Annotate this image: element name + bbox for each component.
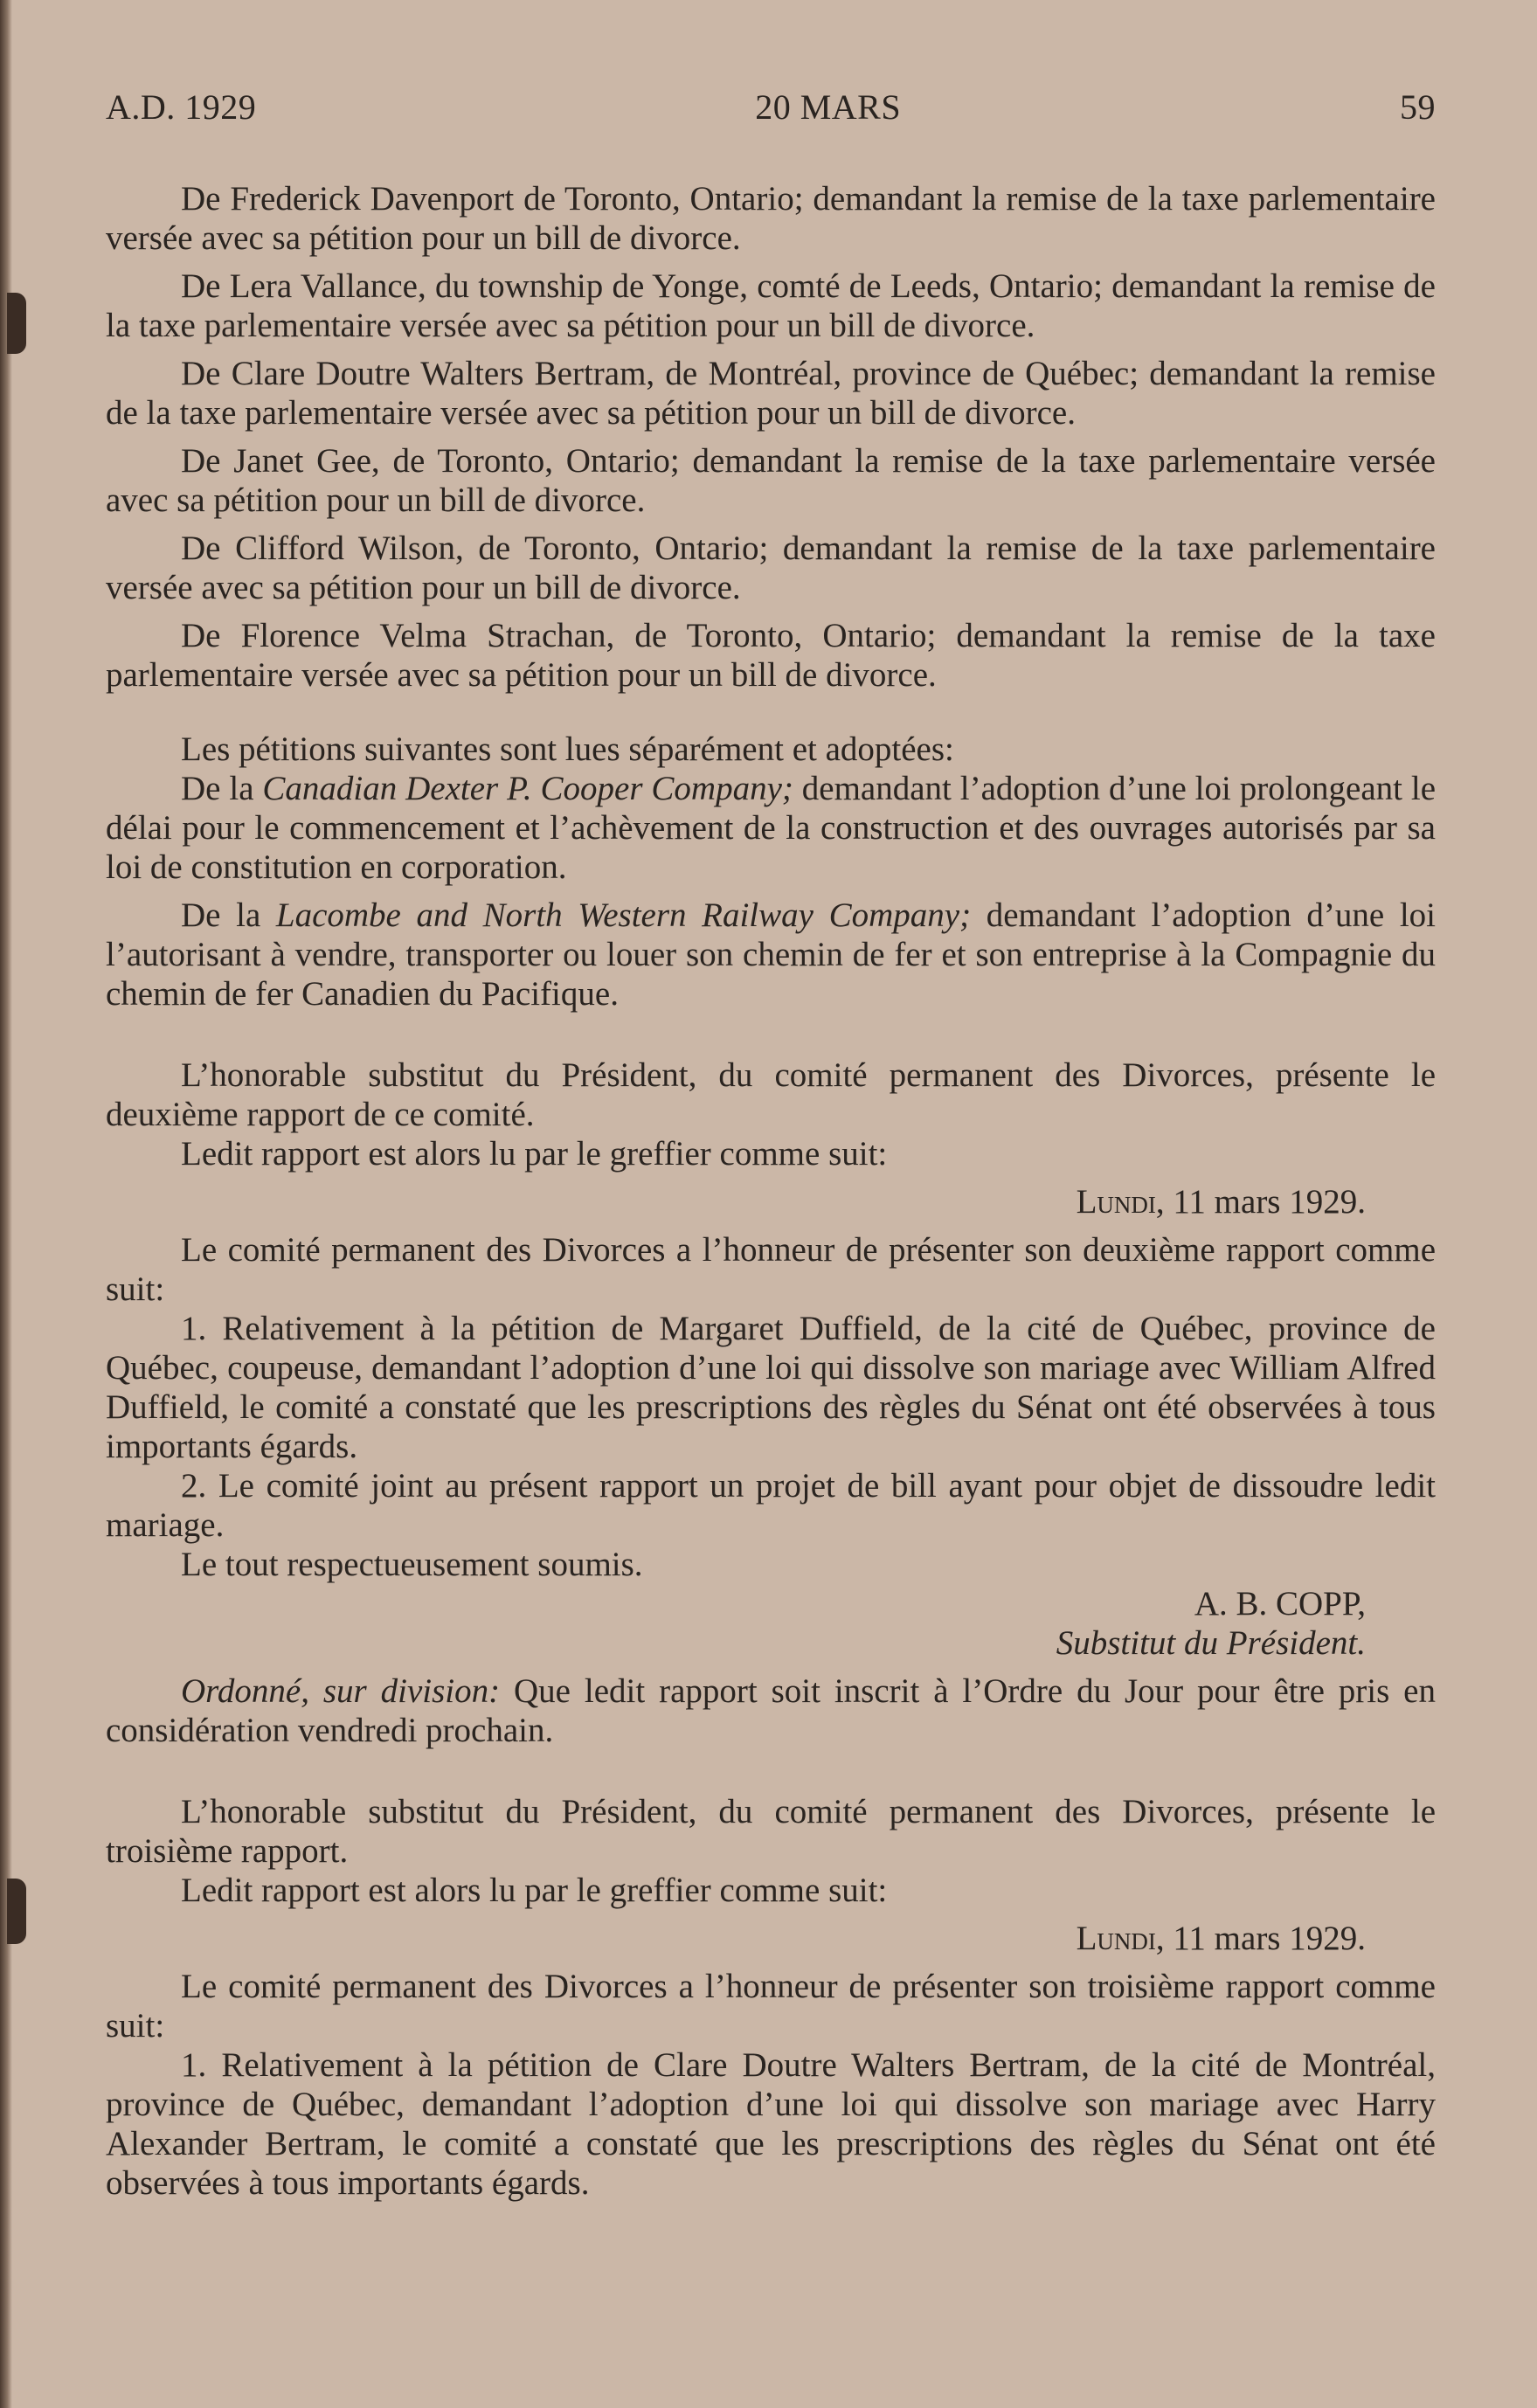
- page-number: 59: [1399, 87, 1436, 127]
- petition-paragraph: De Clifford Wilson, de Toronto, Ontario; demandant la remise de la taxe parlementaire versée avec sa pétition pour un bill de divorce.: [106, 529, 1436, 606]
- report-intro: L’honorable substitut du Président, du comité permanent des Divorces, présente le troisième rapport.: [106, 1793, 1436, 1870]
- report-read-line: Ledit rapport est alors lu par le greffier comme suit:: [181, 1135, 888, 1173]
- report-opening: Le comité permanent des Divorces a l’honneur de présenter son deuxième rapport comme suit:: [106, 1231, 1436, 1308]
- petition-paragraph: De Florence Velma Strachan, de Toronto, Ontario; demandant la remise de la taxe parlementaire versée avec sa pétition pour un bill de divorce.: [106, 617, 1436, 694]
- adopted-petition: De la Lacombe and North Western Railway Company; demandant l’adoption d’une loi l’autorisant à vendre, transporter ou louer son chemin de fer et son entreprise à la Compagnie du chemin de fer Canadien du Pacifique.: [106, 896, 1436, 1013]
- binding-hole-mark: [7, 1879, 26, 1944]
- report-item: 1. Relativement à la pétition de Margaret Duffield, de la cité de Québec, province de Québec, coupeuse, demandant l’adoption d’une loi qui dissolve son mariage avec William Alfred Duffield, le comité a constaté que les prescriptions des règles du Sénat ont été observées à tous importants égards.: [106, 1310, 1436, 1465]
- running-header: [106, 87, 1436, 127]
- report-opening: Le comité permanent des Divorces a l’honneur de présenter son troisième rapport comme suit:: [106, 1968, 1436, 2045]
- petition-paragraph: De Clare Doutre Walters Bertram, de Montréal, province de Québec; demandant la remise de la taxe parlementaire versée avec sa pétition pour un bill de divorce.: [106, 355, 1436, 432]
- company-name: Lacombe and North Western Railway Company;: [275, 896, 972, 934]
- petition-paragraph: De Frederick Davenport de Toronto, Ontario; demandant la remise de la taxe parlementaire versée avec sa pétition pour un bill de divorce.: [106, 180, 1436, 257]
- binding-hole-mark: [7, 293, 26, 354]
- report-read-line: Ledit rapport est alors lu par le greffier comme suit:: [181, 1872, 888, 1909]
- report-item: 1. Relativement à la pétition de Clare Doutre Walters Bertram, de la cité de Montréal, province de Québec, demandant l’adoption d’une loi qui dissolve son mariage avec Harry Alexander Bertram, le comité a constaté que les prescriptions des règles du Sénat ont été observées à tous importants égards.: [106, 2046, 1436, 2202]
- adopted-intro: Les pétitions suivantes sont lues séparément et adoptées:: [181, 730, 954, 768]
- report-intro: L’honorable substitut du Président, du comité permanent des Divorces, présente le deuxième rapport de ce comité.: [106, 1056, 1436, 1133]
- report-date: Lundi, 11 mars 1929.: [1076, 1920, 1366, 1957]
- adopted-petition: De la Canadian Dexter P. Cooper Company; demandant l’adoption d’une loi prolongeant le délai pour le commencement et l’achèvement de la construction et des ouvrages autorisés par sa loi de constitution en corporation.: [106, 770, 1436, 886]
- page-spine: [0, 0, 12, 2408]
- report-date: Lundi, 11 mars 1929.: [1076, 1183, 1366, 1221]
- company-name: Canadian Dexter P. Cooper Company;: [262, 770, 793, 807]
- report-item: 2. Le comité joint au présent rapport un projet de bill ayant pour objet de dissoudre ledit mariage.: [106, 1467, 1436, 1544]
- petition-paragraph: De Janet Gee, de Toronto, Ontario; demandant la remise de la taxe parlementaire versée avec sa pétition pour un bill de divorce.: [106, 442, 1436, 519]
- document-page: [106, 87, 1436, 2203]
- report-signer: A. B. COPP,: [1194, 1585, 1366, 1623]
- header-year: A.D. 1929: [106, 87, 257, 127]
- report-closing: Le tout respectueusement soumis.: [181, 1546, 643, 1583]
- petition-paragraph: De Lera Vallance, du township de Yonge, comté de Leeds, Ontario; demandant la remise de la taxe parlementaire versée avec sa pétition pour un bill de divorce.: [106, 267, 1436, 344]
- header-date: 20 MARS: [755, 87, 902, 127]
- report-signer-title: Substitut du Président.: [1056, 1624, 1366, 1662]
- order-paragraph: Ordonné, sur division: Que ledit rapport soit inscrit à l’Ordre du Jour pour être pris en considération vendredi prochain.: [106, 1672, 1436, 1749]
